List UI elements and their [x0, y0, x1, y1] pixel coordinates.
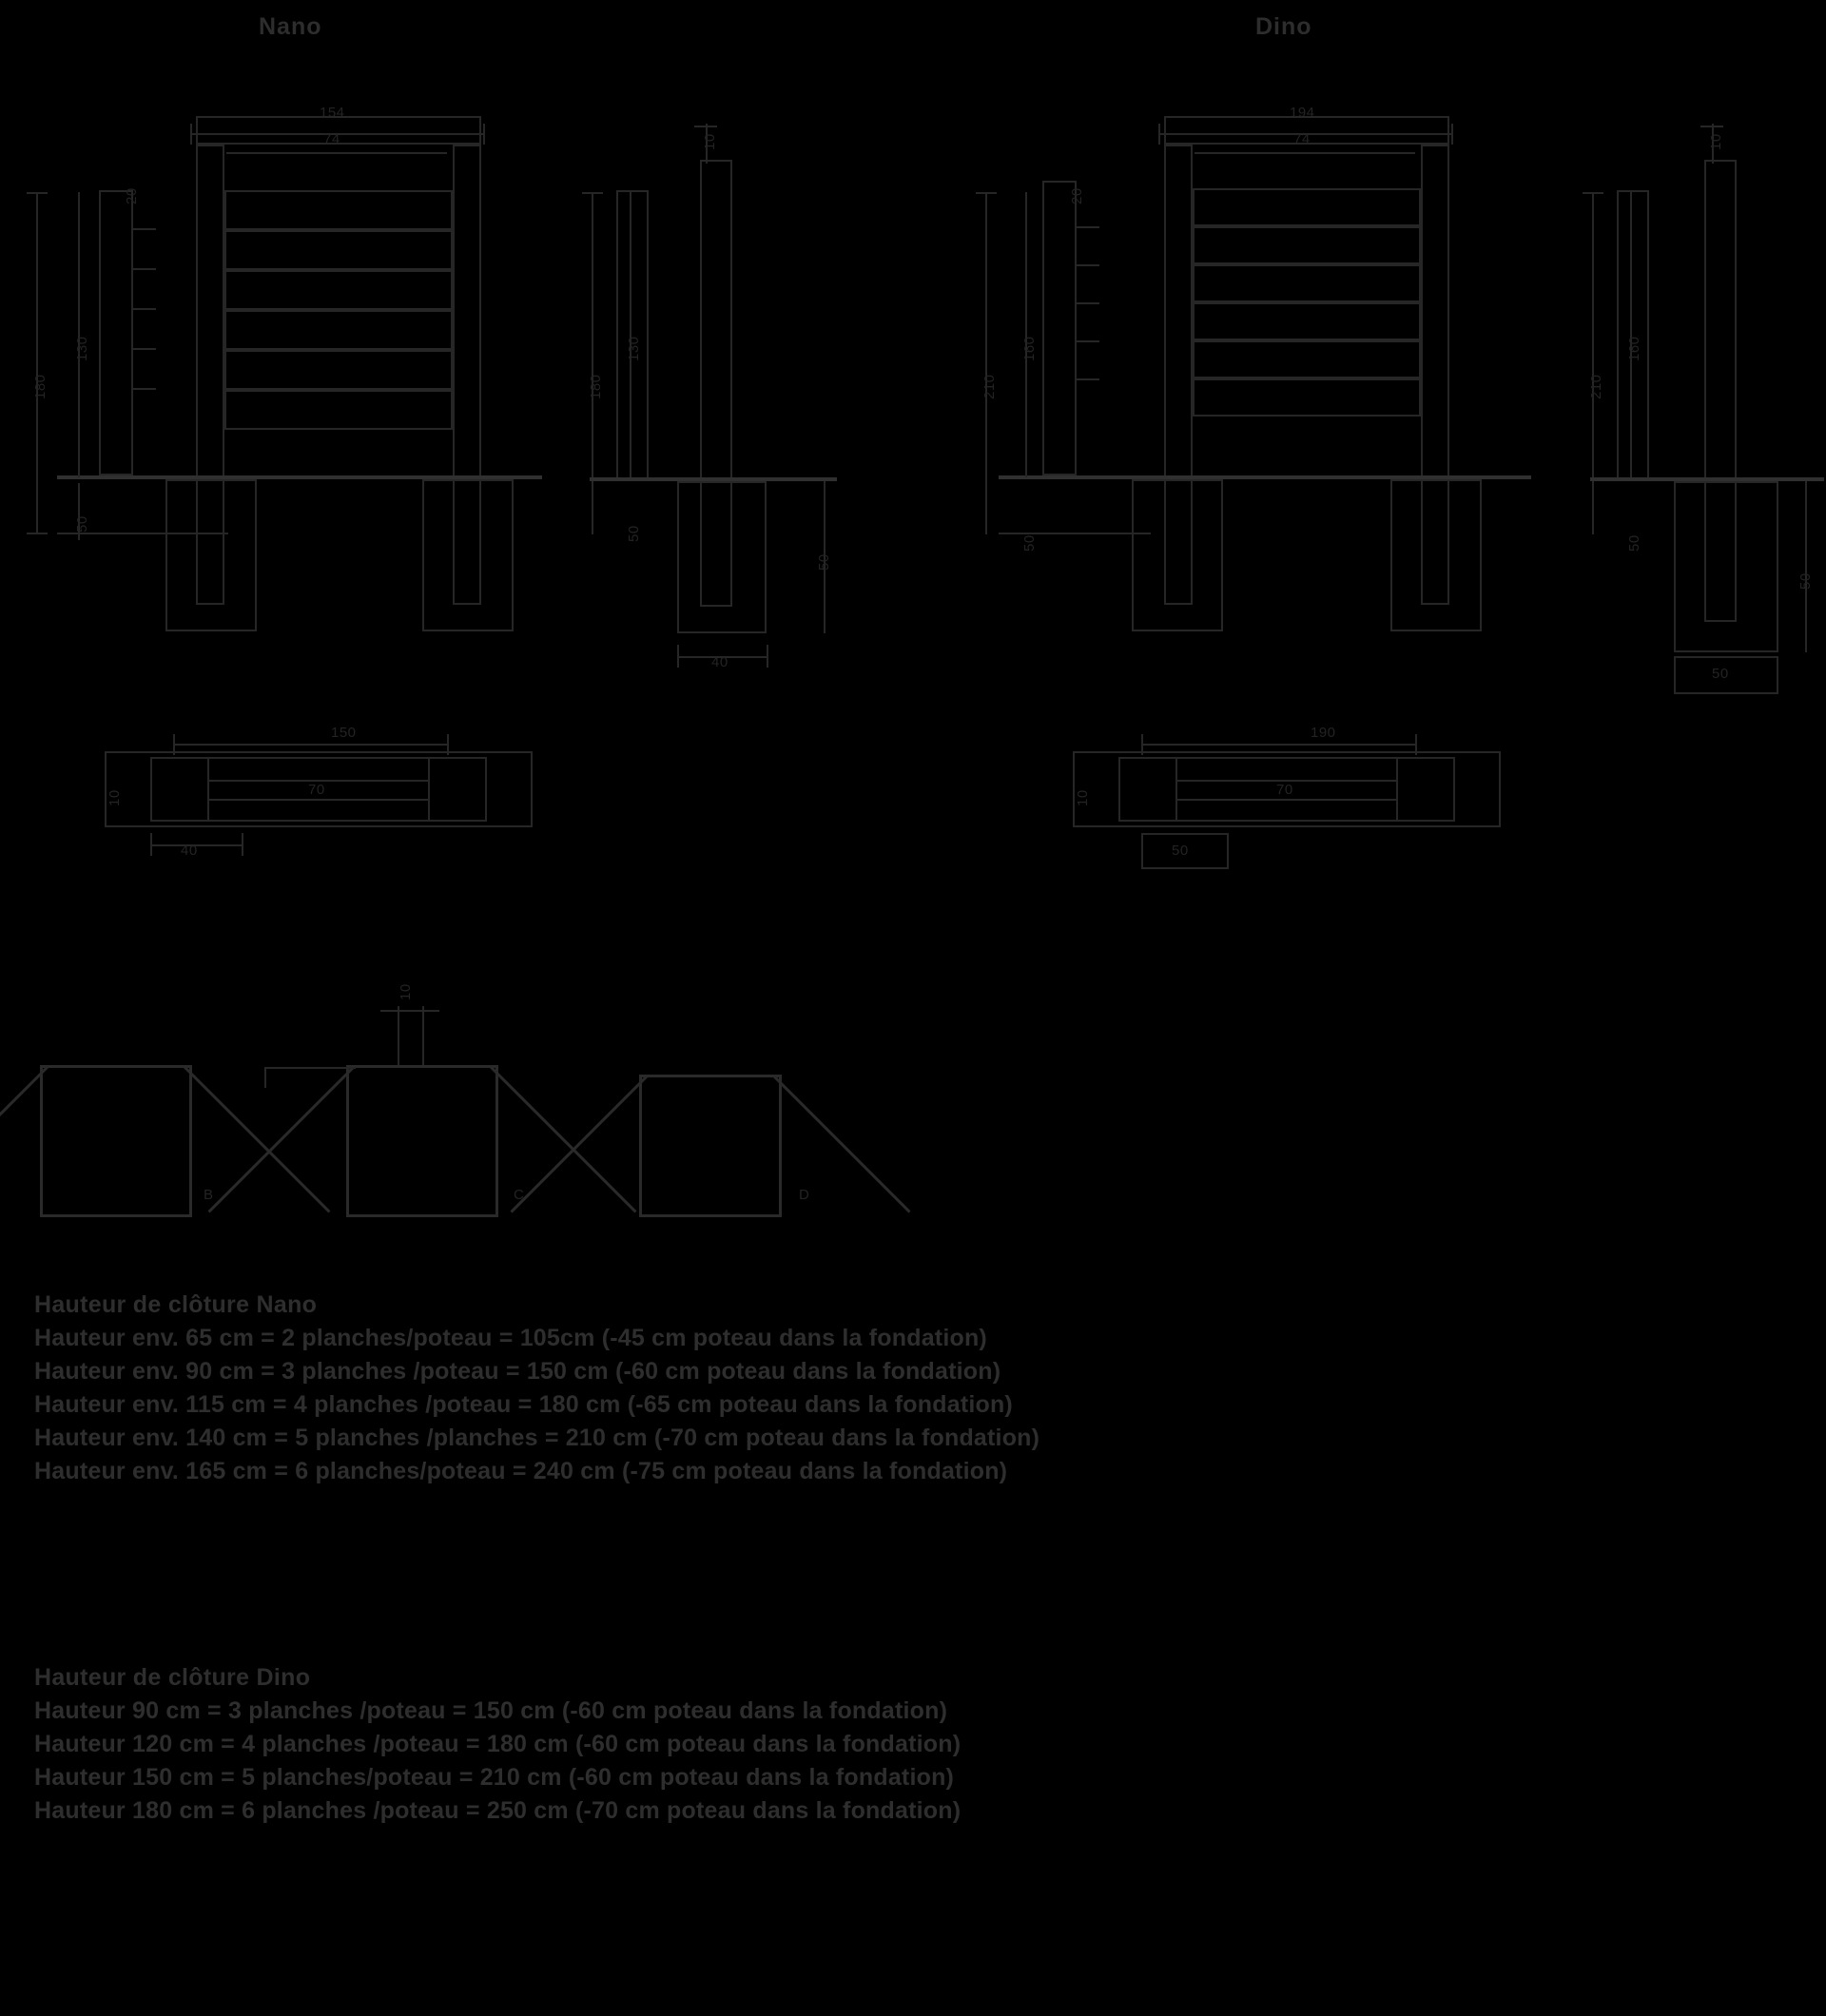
notes-dino-line-1: Hauteur 90 cm = 3 planches /poteau = 150 cm (-60 cm poteau dans la fondation) [34, 1697, 948, 1724]
scale-mark [133, 348, 156, 350]
plan-post-left [150, 757, 209, 822]
dim-height-lower: 50 [1626, 534, 1642, 552]
dim-right: 50 [1797, 572, 1814, 590]
notes-nano-line-4: Hauteur env. 140 cm = 5 planches /planches = 210 cm (-70 cm poteau dans la fondation) [34, 1425, 1040, 1451]
scale-mark [133, 308, 156, 310]
dim-plan-left: 10 [107, 789, 123, 806]
board [1193, 264, 1421, 302]
callout-line [398, 1006, 399, 1065]
notes-dino [34, 1664, 1651, 1831]
top-rail [1164, 116, 1449, 145]
scale-mark [1077, 378, 1099, 380]
dim-tick [976, 192, 997, 194]
board [224, 310, 453, 350]
section-d-label: D [799, 1187, 809, 1203]
right-post [1421, 145, 1449, 477]
dim-line [985, 192, 987, 534]
post-in-foundation [196, 479, 224, 605]
dim-height-upper: 160 [1021, 336, 1038, 361]
plan-post-right [428, 757, 487, 822]
dim-top-outer: 194 [1290, 105, 1315, 121]
dim-tick [190, 124, 192, 145]
board [224, 270, 453, 310]
plan-board [1177, 799, 1396, 801]
board [224, 190, 453, 230]
dim-tick [483, 124, 485, 145]
top-rail [196, 116, 481, 145]
dim-plan-inner: 70 [1276, 782, 1293, 798]
post-in-foundation [1704, 481, 1737, 622]
notes-nano-line-3: Hauteur env. 115 cm = 4 planches /poteau = 180 cm (-65 cm poteau dans la fondation) [34, 1391, 1013, 1418]
dim-height-upper: 130 [626, 336, 642, 361]
board [224, 350, 453, 390]
dim-height-total: 210 [981, 374, 998, 399]
scale-mark [1077, 340, 1099, 342]
dim-line [36, 192, 38, 534]
dim-plan-top: 190 [1311, 725, 1336, 741]
dim-post: 20 [1069, 187, 1085, 204]
dim-line [1592, 192, 1594, 534]
dim-height-upper: 130 [74, 336, 90, 361]
dim-plan-inner: 70 [308, 782, 325, 798]
scale-column [99, 190, 133, 475]
dim-height-lower: 50 [626, 525, 642, 542]
dim-tick [150, 833, 152, 856]
scale-mark [133, 228, 156, 230]
section-c [346, 1065, 498, 1217]
section-b-label: B [204, 1187, 214, 1203]
section-c-label: C [514, 1187, 524, 1203]
post-in-foundation [1421, 479, 1449, 605]
dim-height-total: 180 [32, 374, 49, 399]
callout-arrow [264, 1067, 356, 1069]
notes-nano-line-1: Hauteur env. 65 cm = 2 planches/poteau = 105cm (-45 cm poteau dans la fondation) [34, 1325, 987, 1351]
notes-nano-line-5: Hauteur env. 165 cm = 6 planches/poteau = 240 cm (-75 cm poteau dans la fondation) [34, 1458, 1008, 1484]
post-in-foundation [1164, 479, 1193, 605]
post-side [1704, 160, 1737, 481]
section-c-dim: 10 [398, 983, 414, 1000]
dim-line [1141, 744, 1417, 746]
notes-nano-line-2: Hauteur env. 90 cm = 3 planches /poteau = 150 cm (-60 cm poteau dans la fondation) [34, 1358, 1001, 1385]
plan-board [209, 799, 428, 801]
dim-height-lower: 50 [74, 515, 90, 533]
callout-arrow [264, 1067, 266, 1088]
notes-nano [34, 1291, 1651, 1491]
dim-line [57, 533, 228, 534]
plan-post-left [1118, 757, 1177, 822]
dim-right: 50 [816, 553, 832, 571]
dim-top-inner: 74 [1293, 131, 1311, 147]
scale-mark [1077, 264, 1099, 266]
board [1193, 340, 1421, 378]
dim-line [592, 192, 593, 534]
post-in-foundation [700, 481, 732, 607]
notes-nano-title: Hauteur de clôture Nano [34, 1291, 318, 1318]
heading-nano: Nano [259, 13, 322, 40]
dim-height-upper: 160 [1626, 336, 1642, 361]
dim-foot: 50 [1712, 666, 1729, 682]
section-d [639, 1075, 782, 1217]
left-post [1164, 145, 1193, 477]
post-in-foundation [453, 479, 481, 605]
dim-tick [1451, 124, 1453, 145]
dim-tick [1700, 126, 1723, 127]
callout-line [380, 1010, 439, 1012]
dim-tick [27, 533, 48, 534]
dim-plan-left: 10 [1075, 789, 1091, 806]
dim-line [1195, 152, 1415, 154]
scale-mark [1077, 226, 1099, 228]
dim-line [1630, 192, 1632, 477]
dim-top-outer: 154 [320, 105, 345, 121]
dim-top-inner: 74 [323, 131, 340, 147]
scale-mark [133, 388, 156, 390]
dim-tick [242, 833, 243, 856]
dim-height-total: 180 [588, 374, 604, 399]
dim-tick [1583, 192, 1603, 194]
dim-tick [1158, 124, 1160, 145]
dim-plan-foot: 50 [1172, 843, 1189, 859]
dim-line [630, 192, 631, 477]
dim-line [1805, 481, 1807, 652]
board [1193, 188, 1421, 226]
dim-tick [767, 645, 768, 668]
dim-plan-foot: 40 [181, 843, 198, 859]
dim-line [226, 152, 447, 154]
dim-line [999, 533, 1151, 534]
dim-tick [694, 126, 717, 127]
scale-column [1042, 181, 1077, 475]
board [1193, 378, 1421, 417]
dim-top: 10 [702, 133, 718, 150]
dim-height-lower: 50 [1021, 534, 1038, 552]
left-post [196, 145, 224, 477]
dim-tick [27, 192, 48, 194]
dim-line [78, 192, 80, 477]
notes-dino-line-4: Hauteur 180 cm = 6 planches /poteau = 250 cm (-70 cm poteau dans la fondation) [34, 1797, 962, 1824]
dim-top: 10 [1708, 133, 1724, 150]
dim-line [1025, 192, 1027, 477]
dim-post: 20 [124, 187, 140, 204]
callout-line [422, 1006, 424, 1065]
board [1193, 302, 1421, 340]
scale-mark [133, 268, 156, 270]
plan-post-right [1396, 757, 1455, 822]
heading-dino: Dino [1255, 13, 1312, 40]
board [224, 230, 453, 270]
notes-dino-line-2: Hauteur 120 cm = 4 planches /poteau = 180 cm (-60 cm poteau dans la fondation) [34, 1731, 962, 1757]
post-side [700, 160, 732, 481]
notes-dino-title: Hauteur de clôture Dino [34, 1664, 311, 1691]
section-b [40, 1065, 192, 1217]
board [1193, 226, 1421, 264]
dim-height-total: 210 [1588, 374, 1604, 399]
scale-mark [1077, 302, 1099, 304]
right-post [453, 145, 481, 477]
dim-tick [582, 192, 603, 194]
dim-foot: 40 [711, 654, 728, 670]
dim-line [173, 744, 449, 746]
dim-plan-top: 150 [331, 725, 357, 741]
notes-dino-line-3: Hauteur 150 cm = 5 planches/poteau = 210 cm (-60 cm poteau dans la fondation) [34, 1764, 955, 1791]
board [224, 390, 453, 430]
dim-tick [677, 645, 679, 668]
